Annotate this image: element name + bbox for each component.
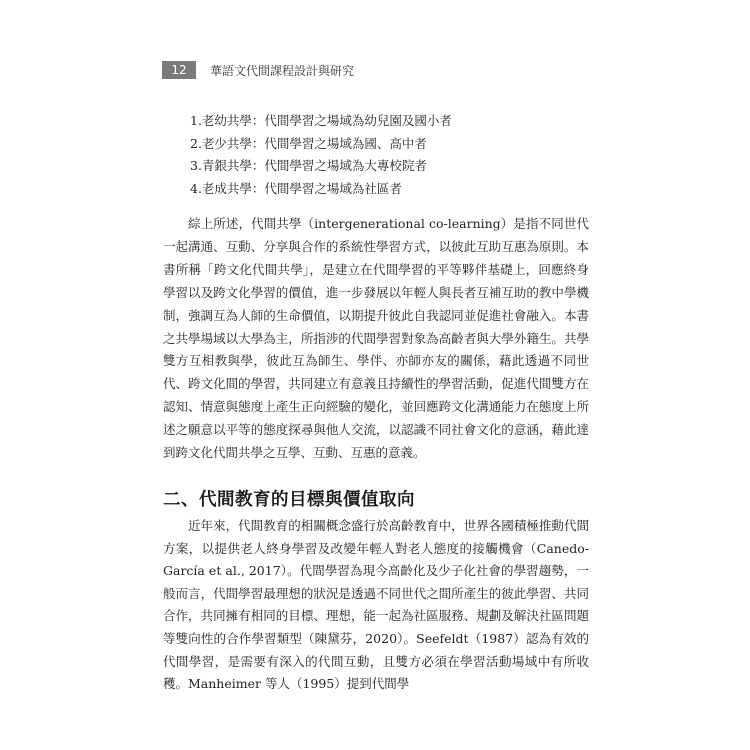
list-item: 4.老成共學：代間學習之場域為社區者 xyxy=(190,181,402,197)
page-number: 12 xyxy=(162,61,196,79)
body-paragraph: 綜上所述，代間共學（intergenerational co-learning）是指不同世代一起溝通、互動、分享與合作的系統性學習方式，以彼此互助互惠為原則。本書所稱「跨文化代間共學」，是建立在代間學習的平等夥伴基礎上，回應終身學習以及跨文化學習的價值，進一步發展以年輕人與長者互補互助的教中學機制，強調互為人師的生命價值，以期提升彼此自我認同並促進社會融入。本書之共學場域以大學為主，所指涉的代間學習對象為高齡者與大學外籍生。共學雙方互相教與學，彼此互為師生、學伴、亦師亦友的關係，藉此透過不同世代、跨文化間的學習，共同建立有意義且持續性的學習活動，促進代間雙方在認知、情意與態度上產生正向經驗的變化，並回應跨文化溝通能力在態度上所述之願意以平等的態度探尋與他人交流，以認識不同社會文化的意涵，藉此達到跨文化代間共學之互學、互動、互惠的意義。 xyxy=(163,216,589,461)
page-header xyxy=(162,61,354,79)
running-title: 華語文代間課程設計與研究 xyxy=(210,63,355,78)
list-item: 1.老幼共學：代間學習之場域為幼兒園及國小者 xyxy=(190,113,452,128)
body-paragraph: 近年來，代間教育的相關概念盛行於高齡教育中，世界各國積極推動代間方案，以提供老人終身學習及改變年輕人對老人態度的接觸機會（Canedo-García et al., 2017）。代間學習為現今高齡化及少子化社會的學習趨勢，一般而言，代間學習最理想的狀況是透過不同世代之間所產生的彼此學習、共同合作，共同擁有相同的目標、理想，能一起為社區服務、規劃及解決社區問題等雙向性的合作學習類型（陳黛芬，2020）。Seefeldt（1987）認為有效的代間學習，是需要有深入的代間互動，且雙方必須在學習活動場域中有所收穫。Manheimer 等人（1995）提到代間學 xyxy=(163,518,589,692)
list-item: 3.青銀共學：代間學習之場域為大專校院者 xyxy=(190,158,427,174)
list-item: 2.老少共學：代間學習之場域為國、高中者 xyxy=(190,135,427,151)
section-heading: 二、代間教育的目標與價值取向 xyxy=(163,490,415,510)
learning-types-list xyxy=(190,110,590,201)
